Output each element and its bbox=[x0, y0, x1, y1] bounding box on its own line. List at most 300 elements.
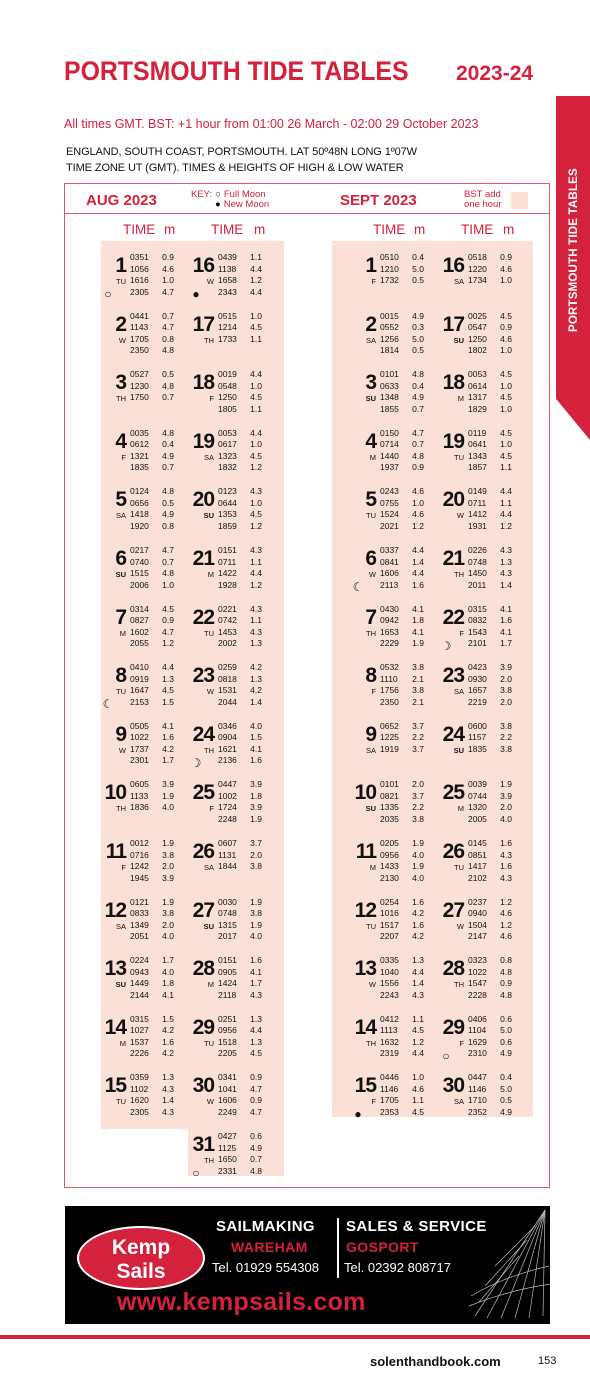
tide-height: 4.0 bbox=[500, 813, 512, 824]
tide-row bbox=[380, 486, 424, 498]
tide-times bbox=[130, 779, 174, 814]
tide-height: 1.1 bbox=[250, 615, 262, 626]
tide-height: 4.8 bbox=[162, 427, 174, 438]
tide-row bbox=[380, 1107, 424, 1119]
tide-row bbox=[468, 931, 512, 943]
tide-time: 1440 bbox=[380, 450, 399, 461]
tide-row bbox=[218, 568, 262, 580]
tide-time: 0755 bbox=[380, 497, 399, 508]
tide-day-entry bbox=[350, 1072, 450, 1124]
tide-day-entry bbox=[438, 897, 538, 949]
tide-height: 1.1 bbox=[412, 1095, 424, 1106]
tide-day-entry bbox=[188, 955, 288, 1007]
day-number: 14 bbox=[104, 1015, 126, 1039]
tide-row bbox=[468, 908, 512, 920]
day-of-week: TH bbox=[366, 1038, 376, 1048]
day-of-week: W bbox=[456, 511, 464, 521]
day-number: 24 bbox=[442, 722, 464, 746]
tide-day-entry bbox=[188, 486, 288, 538]
tide-time: 0851 bbox=[468, 849, 487, 860]
tide-times bbox=[218, 779, 262, 825]
tide-times bbox=[218, 721, 262, 767]
tide-row bbox=[380, 779, 424, 791]
day-of-week: W bbox=[206, 1097, 214, 1107]
tide-row bbox=[130, 264, 174, 276]
tide-height: 4.5 bbox=[500, 450, 512, 461]
tide-height: 2.0 bbox=[162, 861, 174, 871]
tide-height: 4.5 bbox=[500, 427, 512, 438]
tide-height: 4.5 bbox=[250, 450, 262, 461]
tide-time: 1802 bbox=[468, 345, 487, 356]
tide-height: 5.0 bbox=[500, 1083, 512, 1094]
tide-row bbox=[380, 381, 424, 393]
tide-height: 4.5 bbox=[250, 1048, 262, 1059]
tide-day-entry bbox=[350, 662, 450, 714]
tide-times bbox=[380, 897, 424, 943]
tide-row bbox=[380, 967, 424, 979]
tide-height: 3.9 bbox=[162, 779, 174, 790]
tide-time: 2352 bbox=[468, 1106, 487, 1117]
tide-row bbox=[468, 674, 512, 686]
tide-height: 2.0 bbox=[500, 673, 512, 684]
tide-row bbox=[468, 545, 512, 557]
tide-row bbox=[218, 814, 262, 826]
tide-time: 2205 bbox=[218, 1048, 237, 1059]
day-of-week: F bbox=[459, 1038, 464, 1048]
tide-time: 2229 bbox=[380, 638, 399, 649]
tide-height: 4.5 bbox=[412, 1025, 424, 1036]
tide-time: 1504 bbox=[468, 919, 487, 930]
tide-height: 0.5 bbox=[500, 1095, 512, 1106]
day-number: 1 bbox=[115, 254, 126, 277]
tide-row bbox=[130, 732, 174, 744]
tide-time: 1517 bbox=[380, 919, 399, 930]
tide-row bbox=[218, 369, 262, 381]
tide-height: 0.9 bbox=[162, 615, 174, 626]
tide-times bbox=[130, 1014, 174, 1060]
tide-height: 1.0 bbox=[500, 345, 512, 356]
tide-height: 4.8 bbox=[162, 486, 174, 497]
tide-row bbox=[218, 1014, 262, 1026]
day-number: 12 bbox=[104, 898, 126, 922]
tide-height: 4.5 bbox=[500, 369, 512, 380]
tide-row bbox=[468, 838, 512, 850]
tide-height: 4.2 bbox=[162, 1025, 174, 1036]
tide-height: 4.2 bbox=[162, 1048, 174, 1059]
tide-height: 4.0 bbox=[250, 720, 262, 731]
tide-height: 0.6 bbox=[500, 1013, 512, 1024]
day-number: 2 bbox=[115, 312, 126, 336]
tide-height: 0.5 bbox=[162, 497, 174, 508]
tide-time: 2144 bbox=[130, 989, 149, 1000]
tide-times bbox=[380, 252, 424, 287]
tide-row bbox=[218, 462, 262, 474]
tide-height: 1.2 bbox=[500, 896, 512, 907]
tide-height: 3.9 bbox=[162, 872, 174, 883]
tide-row bbox=[130, 287, 174, 299]
day-number: 29 bbox=[442, 1015, 464, 1039]
tide-time: 1250 bbox=[218, 392, 237, 403]
tide-times bbox=[130, 252, 174, 298]
tide-time: 1131 bbox=[218, 849, 237, 860]
tide-height: 1.6 bbox=[412, 919, 424, 930]
day-number: 6 bbox=[115, 547, 126, 570]
day-of-week: SA bbox=[203, 452, 214, 462]
timezone-line: TIME ZONE UT (GMT). TIMES & HEIGHTS OF HIGH & LOW WATER bbox=[66, 162, 404, 174]
tide-row bbox=[218, 1084, 262, 1096]
tide-time: 0527 bbox=[130, 369, 149, 380]
col-time: TIME bbox=[211, 222, 244, 237]
day-number: 27 bbox=[442, 898, 464, 922]
tide-time: 1547 bbox=[468, 978, 487, 989]
tide-height: 4.4 bbox=[250, 369, 262, 380]
tide-height: 4.6 bbox=[412, 1083, 424, 1094]
tide-times bbox=[380, 545, 424, 591]
tide-row bbox=[218, 978, 262, 990]
tide-time: 1756 bbox=[380, 685, 399, 696]
tide-time: 1146 bbox=[380, 1083, 399, 1094]
tide-row bbox=[130, 509, 174, 521]
tide-times bbox=[130, 428, 174, 474]
tide-time: 0315 bbox=[468, 603, 487, 614]
tide-row bbox=[468, 428, 512, 440]
tide-row bbox=[468, 392, 512, 404]
tide-row bbox=[218, 392, 262, 404]
tide-height: 4.2 bbox=[412, 908, 424, 919]
tide-time: 0101 bbox=[380, 369, 399, 380]
tide-row bbox=[380, 908, 424, 920]
tide-height: 4.3 bbox=[162, 1083, 174, 1094]
tide-time: 0315 bbox=[130, 1013, 149, 1024]
tide-height: 3.7 bbox=[412, 790, 424, 801]
tide-height: 1.3 bbox=[412, 955, 424, 966]
tide-row bbox=[130, 850, 174, 862]
tide-row bbox=[130, 685, 174, 697]
tide-row bbox=[218, 861, 262, 873]
tide-time: 2153 bbox=[130, 696, 149, 707]
advert-url[interactable]: www.kempsails.com bbox=[117, 1288, 366, 1316]
tide-height: 4.6 bbox=[500, 333, 512, 344]
tide-time: 1250 bbox=[468, 333, 487, 344]
tide-row bbox=[130, 897, 174, 909]
tide-row bbox=[380, 264, 424, 276]
tide-day-entry bbox=[438, 662, 538, 714]
tide-height: 4.9 bbox=[162, 509, 174, 520]
bst-note: All times GMT. BST: +1 hour from 01:00 26 March - 02:00 29 October 2023 bbox=[64, 117, 479, 131]
tide-times bbox=[218, 1014, 262, 1060]
tide-height: 4.8 bbox=[162, 568, 174, 578]
tide-day-entry bbox=[188, 779, 288, 831]
kemp-sails-advert[interactable] bbox=[65, 1206, 550, 1324]
tide-row bbox=[130, 838, 174, 850]
tide-row bbox=[468, 1095, 512, 1107]
tide-time: 0039 bbox=[468, 779, 487, 790]
tide-row bbox=[218, 967, 262, 979]
tide-time: 0205 bbox=[380, 838, 399, 848]
tide-day-entry bbox=[188, 838, 288, 890]
tide-time: 0314 bbox=[130, 603, 149, 614]
tide-time: 0151 bbox=[218, 955, 237, 966]
tide-height: 4.5 bbox=[500, 310, 512, 321]
tide-time: 1424 bbox=[218, 978, 237, 989]
tide-time: 0943 bbox=[130, 966, 149, 977]
tide-height: 1.4 bbox=[250, 696, 262, 707]
tide-height: 1.5 bbox=[250, 732, 262, 743]
col-m: m bbox=[254, 222, 266, 237]
day-number: 7 bbox=[365, 605, 376, 629]
tide-height: 1.0 bbox=[412, 497, 424, 508]
tide-row bbox=[468, 627, 512, 639]
logo-line1: Kemp bbox=[111, 1236, 171, 1259]
tide-row bbox=[468, 697, 512, 709]
tide-row bbox=[130, 486, 174, 498]
tide-time: 1320 bbox=[468, 802, 487, 813]
tide-times bbox=[218, 545, 262, 591]
day-of-week: TH bbox=[204, 1156, 214, 1165]
tide-time: 1040 bbox=[380, 966, 399, 977]
tide-height: 1.7 bbox=[500, 638, 512, 649]
kemp-sails-logo bbox=[77, 1226, 205, 1290]
tide-height: 4.2 bbox=[412, 931, 424, 942]
tide-height: 5.0 bbox=[500, 1025, 512, 1036]
day-of-week: TH bbox=[116, 804, 126, 814]
tide-height: 4.3 bbox=[250, 989, 262, 1000]
tide-row bbox=[380, 838, 424, 850]
tide-row bbox=[130, 521, 174, 533]
tide-row bbox=[130, 615, 174, 627]
tide-time: 0547 bbox=[468, 322, 487, 333]
tide-time: 2228 bbox=[468, 989, 487, 1000]
tide-time: 2305 bbox=[130, 286, 149, 297]
tide-time: 1658 bbox=[218, 275, 237, 285]
day-number: 13 bbox=[354, 957, 376, 981]
tide-row bbox=[218, 685, 262, 697]
tide-time: 0439 bbox=[218, 252, 237, 262]
tide-row bbox=[380, 814, 424, 826]
tide-time: 1556 bbox=[380, 978, 399, 989]
tide-time: 0740 bbox=[130, 556, 149, 567]
tide-time: 2249 bbox=[218, 1106, 237, 1117]
day-of-week: SU bbox=[203, 511, 214, 521]
day-of-week: F bbox=[371, 687, 376, 697]
tide-time: 0956 bbox=[380, 849, 399, 860]
tide-row bbox=[380, 369, 424, 381]
tide-row bbox=[468, 873, 512, 885]
tide-height: 1.7 bbox=[162, 955, 174, 966]
tide-row bbox=[468, 685, 512, 697]
tide-times bbox=[218, 897, 262, 943]
tide-height: 4.3 bbox=[500, 568, 512, 578]
col-time: TIME bbox=[461, 222, 494, 237]
tide-day-entry bbox=[188, 1014, 288, 1066]
tide-day-entry bbox=[438, 252, 538, 304]
tide-row bbox=[218, 920, 262, 932]
day-number: 9 bbox=[115, 722, 126, 746]
tide-time: 2102 bbox=[468, 872, 487, 883]
tide-row bbox=[468, 486, 512, 498]
tide-row bbox=[380, 791, 424, 803]
tide-time: 1928 bbox=[218, 579, 237, 590]
tide-time: 1632 bbox=[380, 1036, 399, 1047]
tide-height: 4.9 bbox=[412, 392, 424, 403]
tide-day-entry bbox=[438, 486, 538, 538]
day-number: 25 bbox=[442, 781, 464, 805]
tide-time: 0656 bbox=[130, 497, 149, 508]
tide-height: 1.0 bbox=[500, 403, 512, 414]
tide-height: 4.5 bbox=[162, 603, 174, 614]
tide-height: 1.6 bbox=[162, 1036, 174, 1047]
tide-day-entry bbox=[350, 838, 450, 890]
tide-day-entry bbox=[350, 428, 450, 480]
tide-times bbox=[218, 486, 262, 532]
tide-day-entry bbox=[350, 545, 450, 597]
tide-row bbox=[380, 252, 424, 264]
tide-day-entry bbox=[100, 662, 200, 714]
tide-height: 4.4 bbox=[500, 509, 512, 520]
tide-row bbox=[468, 275, 512, 287]
tide-height: 4.1 bbox=[412, 626, 424, 637]
tide-height: 4.3 bbox=[412, 989, 424, 1000]
location-line: ENGLAND, SOUTH COAST, PORTSMOUTH. LAT 50º48N LONG 1º07W bbox=[66, 146, 417, 158]
tide-row bbox=[380, 978, 424, 990]
tide-times bbox=[468, 369, 512, 415]
day-number: 30 bbox=[442, 1074, 464, 1098]
day-of-week: F bbox=[371, 1097, 376, 1107]
tide-height: 2.0 bbox=[162, 919, 174, 930]
tide-day-entry bbox=[438, 721, 538, 773]
tide-time: 1002 bbox=[218, 790, 237, 801]
footer-site[interactable]: solenthandbook.com bbox=[370, 1354, 501, 1369]
tide-time: 0226 bbox=[468, 545, 487, 555]
tide-height: 4.4 bbox=[412, 568, 424, 578]
tide-height: 1.1 bbox=[250, 333, 262, 344]
day-number: 16 bbox=[442, 254, 464, 277]
day-of-week: SU bbox=[365, 394, 376, 404]
tide-time: 1657 bbox=[468, 685, 487, 696]
tide-height: 4.1 bbox=[250, 743, 262, 754]
tide-row bbox=[218, 275, 262, 287]
tide-row bbox=[130, 931, 174, 943]
tide-row bbox=[130, 498, 174, 510]
tide-day-entry bbox=[188, 721, 288, 773]
tide-time: 2035 bbox=[380, 813, 399, 824]
tide-times bbox=[218, 369, 262, 415]
tide-time: 0607 bbox=[218, 838, 237, 848]
tide-height: 4.5 bbox=[162, 685, 174, 696]
gosport-phone: Tel. 02392 808717 bbox=[344, 1260, 451, 1275]
tide-time: 2130 bbox=[380, 872, 399, 883]
tide-row bbox=[218, 439, 262, 451]
tide-row bbox=[218, 1048, 262, 1060]
tide-time: 1705 bbox=[380, 1095, 399, 1106]
tide-row bbox=[218, 662, 262, 674]
tide-day-entry bbox=[100, 1072, 200, 1124]
tide-time: 1857 bbox=[468, 462, 487, 473]
tide-time: 0030 bbox=[218, 896, 237, 907]
tide-height: 4.7 bbox=[162, 626, 174, 637]
day-number: 11 bbox=[105, 840, 126, 863]
tide-times bbox=[380, 721, 424, 756]
tide-time: 1022 bbox=[468, 966, 487, 977]
day-of-week: W bbox=[368, 570, 376, 579]
tide-time: 2243 bbox=[380, 989, 399, 1000]
tide-height: 1.0 bbox=[250, 380, 262, 391]
tide-time: 1531 bbox=[218, 685, 237, 696]
tide-time: 1602 bbox=[130, 626, 149, 637]
tide-day-entry bbox=[100, 955, 200, 1007]
moon-key bbox=[191, 190, 269, 210]
tide-height: 1.9 bbox=[412, 838, 424, 848]
tide-height: 1.3 bbox=[250, 1013, 262, 1024]
tide-times bbox=[468, 428, 512, 474]
tide-row bbox=[468, 721, 512, 733]
tide-row bbox=[218, 674, 262, 686]
tide-row bbox=[380, 345, 424, 357]
tide-height: 4.1 bbox=[250, 966, 262, 977]
tide-day-entry bbox=[350, 604, 450, 656]
tide-row bbox=[130, 920, 174, 932]
day-of-week: W bbox=[206, 277, 214, 286]
bst-line2: one hour bbox=[464, 199, 502, 210]
tide-height: 1.8 bbox=[162, 978, 174, 989]
tide-row bbox=[380, 850, 424, 862]
day-of-week: SA bbox=[365, 335, 376, 345]
tide-time: 0119 bbox=[468, 427, 487, 438]
tide-times bbox=[380, 838, 424, 884]
tide-times bbox=[380, 311, 424, 357]
tide-time: 0412 bbox=[380, 1013, 399, 1024]
tide-row bbox=[130, 252, 174, 264]
tide-height: 1.8 bbox=[250, 790, 262, 801]
tide-time: 1650 bbox=[218, 1154, 237, 1164]
tide-time: 2219 bbox=[468, 696, 487, 707]
day-of-week: SA bbox=[203, 863, 214, 872]
tide-row bbox=[468, 264, 512, 276]
tide-height: 4.4 bbox=[250, 568, 262, 578]
tide-height: 4.4 bbox=[250, 286, 262, 297]
tide-time: 2310 bbox=[468, 1048, 487, 1059]
tide-height: 0.6 bbox=[250, 1131, 262, 1141]
tide-row bbox=[468, 557, 512, 569]
tide-height: 4.2 bbox=[250, 685, 262, 696]
tide-row bbox=[380, 931, 424, 943]
tide-height: 1.9 bbox=[412, 861, 424, 871]
tide-height: 1.1 bbox=[412, 1013, 424, 1024]
tide-time: 2305 bbox=[130, 1106, 149, 1117]
day-of-week: TH bbox=[204, 745, 214, 755]
tide-time: 0423 bbox=[468, 662, 487, 673]
tide-row bbox=[468, 381, 512, 393]
new-moon-icon: ● bbox=[354, 1107, 362, 1122]
tide-height: 1.9 bbox=[412, 638, 424, 649]
tide-height: 4.4 bbox=[250, 1025, 262, 1036]
tide-row bbox=[130, 1037, 174, 1049]
day-of-week: SU bbox=[115, 980, 126, 990]
tide-row bbox=[130, 545, 174, 557]
tide-time: 1323 bbox=[218, 450, 237, 461]
tide-row bbox=[468, 615, 512, 627]
day-number: 26 bbox=[442, 840, 464, 863]
tide-row bbox=[130, 908, 174, 920]
tide-height: 1.9 bbox=[500, 779, 512, 790]
tide-row bbox=[218, 580, 262, 592]
tide-row bbox=[380, 721, 424, 733]
tide-time: 0447 bbox=[218, 779, 237, 790]
tide-times bbox=[468, 779, 512, 825]
day-of-week: SA bbox=[453, 277, 464, 286]
tide-row bbox=[380, 990, 424, 1002]
tide-row bbox=[218, 755, 262, 767]
